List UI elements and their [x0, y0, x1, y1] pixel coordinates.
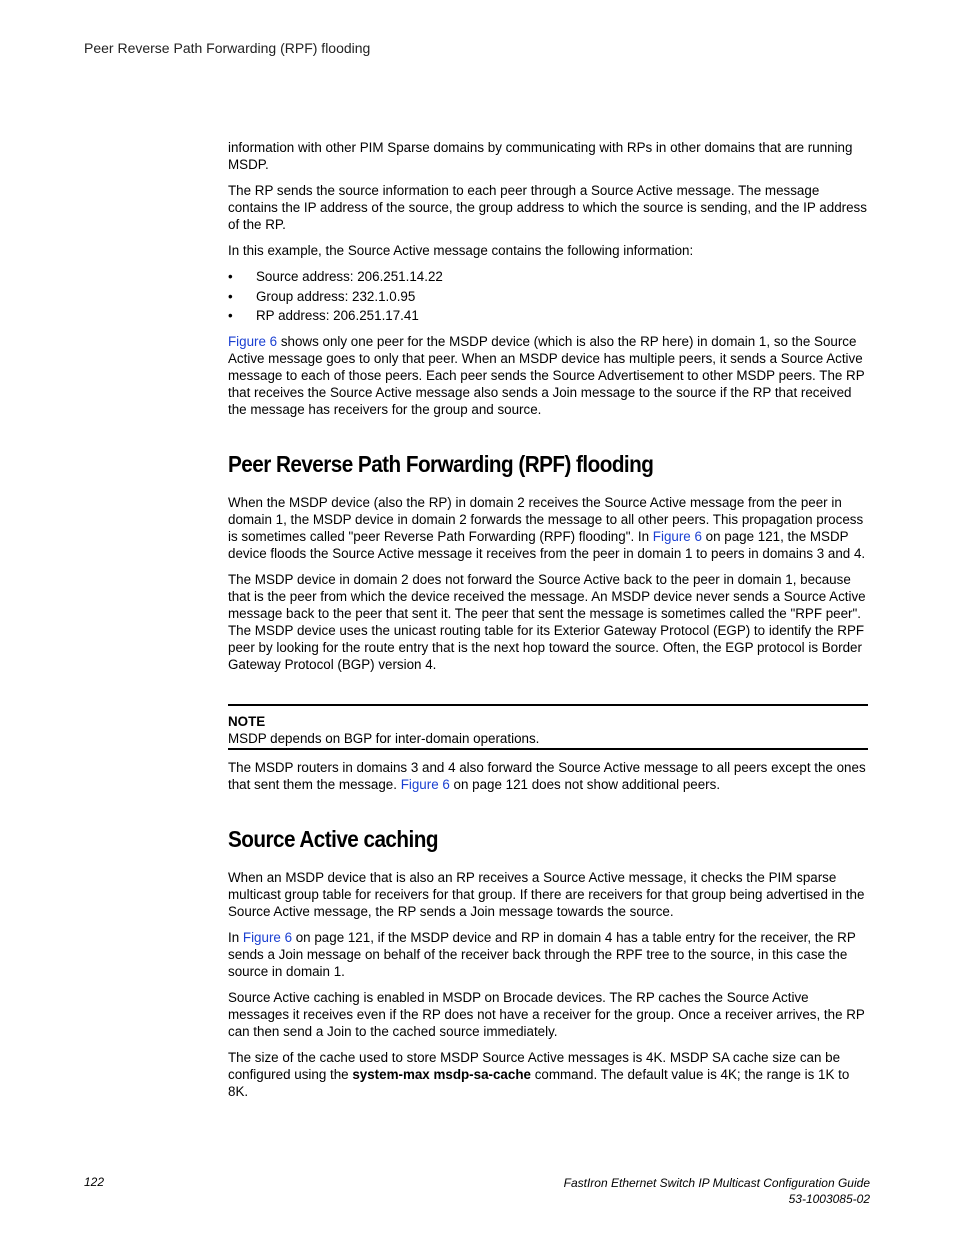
rpf-paragraph-3: The MSDP routers in domains 3 and 4 also forward the Source Active message to all peers except the ones that sent them the message. Figure 6 on page 121 does not show additional peers.	[228, 760, 866, 792]
section-heading-rpf: Peer Reverse Path Forwarding (RPF) flooding	[228, 451, 654, 477]
command-name: system-max msdp-sa-cache	[352, 1067, 531, 1082]
intro-paragraph-1: information with other PIM Sparse domains by communicating with RPs in other domains that are running MSDP.	[228, 140, 853, 172]
figure-6-link[interactable]: Figure 6	[652, 529, 702, 544]
document-number: 53-1003085-02	[788, 1192, 870, 1206]
sa-paragraph-3: Source Active caching is enabled in MSDP on Brocade devices. The RP caches the Source Active messages it receives even if the RP does not have a receiver for the group. Once a receiver arrives, the RP can then send a Join to the cached source immediately.	[228, 990, 865, 1039]
intro-paragraph-2: The RP sends the source information to each peer through a Source Active message. The message contains the IP address of the source, the group address to which the source is sending, and the IP address of the RP.	[228, 183, 867, 232]
note-box	[228, 704, 868, 750]
list-item: • Group address: 232.1.0.95	[228, 288, 416, 304]
bullet-icon: •	[228, 269, 233, 284]
figure-6-link[interactable]: Figure 6	[228, 334, 278, 349]
bullet-icon: •	[228, 308, 233, 323]
figure-6-link[interactable]: Figure 6	[242, 930, 293, 945]
rpf-paragraph-1: When the MSDP device (also the RP) in domain 2 receives the Source Active message from the peer in domain 1, the MSDP device in domain 2 forwards the message to all other peers. This propagation process is sometimes called "peer Reverse Path Forwarding (RPF) flooding". In Figure 6 on page 121, the MSDP device floods the Source Active message it receives from the peer in domain 1 to peers in domains 3 and 4.	[228, 495, 866, 561]
running-header: Peer Reverse Path Forwarding (RPF) flooding	[84, 40, 371, 56]
page-number: 122	[84, 1175, 105, 1189]
rpf-paragraph-2: The MSDP device in domain 2 does not forward the Source Active back to the peer in domain 1, because that is the peer from which the device received the message. An MSDP device never sends a Source Active message back to the peer that sent it. The peer that sent the message is sometimes called the "RPF peer". The MSDP device uses the unicast routing table for its Exterior Gateway Protocol (EGP) to identify the RPF peer by looking for the route entry that is the next hop toward the source. Often, the EGP protocol is Border Gateway Protocol (BGP) version 4.	[228, 572, 866, 672]
list-item: • RP address: 206.251.17.41	[228, 308, 419, 323]
sa-paragraph-1: When an MSDP device that is also an RP receives a Source Active message, it checks the PIM sparse multicast group table for receivers for that group. If there are receivers for that group being advertised in the Source Active message, the RP sends a Join message towards the source.	[228, 870, 865, 919]
list-item: • Source address: 206.251.14.22	[228, 269, 443, 284]
footer-guide-info	[564, 1175, 870, 1207]
note-title: NOTE	[228, 714, 266, 729]
page-content	[228, 139, 868, 1109]
section-heading-sa-caching: Source Active caching	[228, 826, 438, 852]
intro-paragraph-4: Figure 6 shows only one peer for the MSDP device (which is also the RP here) in domain 1, so the Source Active message goes to only that peer. When an MSDP device has multiple peers, it sends a Source Active message to each of those peers. Each peer sends the Source Advertisement to other MSDP peers. The RP that receives the Source Active message also sends a Join message to the source if the RP that received the message has receivers for the group and source.	[228, 334, 865, 417]
sa-paragraph-2: In Figure 6 on page 121, if the MSDP device and RP in domain 4 has a table entry for the receiver, the RP sends a Join message on behalf of the receiver back through the RPF tree to the source, in this case the source in domain 1.	[228, 930, 856, 979]
bullet-icon: •	[228, 288, 233, 304]
sa-paragraph-4: The size of the cache used to store MSDP Source Active messages is 4K. MSDP SA cache size can be configured using the system-max msdp-sa-cache command. The default value is 4K; the range is 1K to 8K.	[228, 1050, 850, 1099]
note-text: MSDP depends on BGP for inter-domain operations.	[228, 731, 540, 746]
intro-paragraph-3: In this example, the Source Active message contains the following information:	[228, 243, 694, 258]
source-active-info-list	[228, 268, 868, 324]
guide-title: FastIron Ethernet Switch IP Multicast Configuration Guide	[563, 1176, 870, 1190]
figure-6-link[interactable]: Figure 6	[400, 777, 450, 792]
